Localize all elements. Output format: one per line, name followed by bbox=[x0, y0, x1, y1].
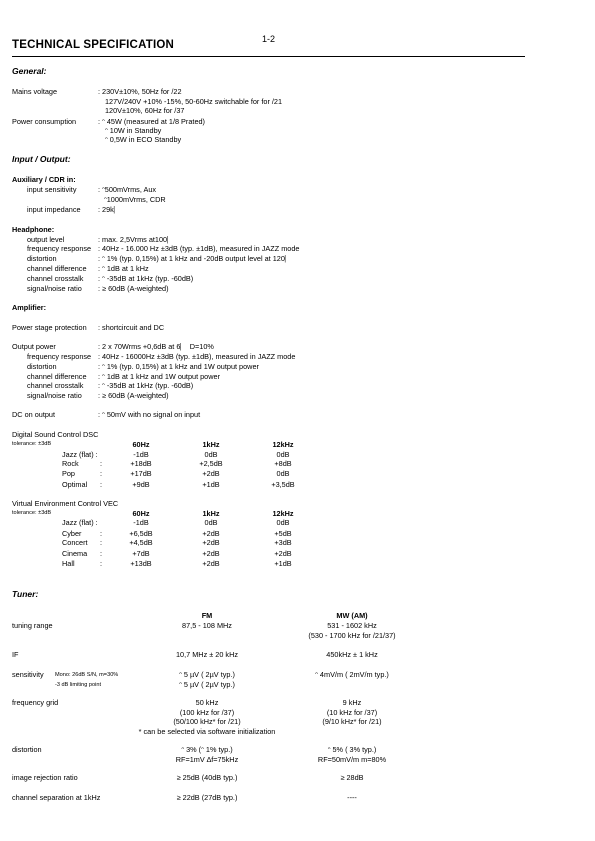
sens-note-1: Mono: 26dB S/N, m=30% bbox=[55, 672, 119, 678]
fm-header: FM bbox=[201, 611, 213, 620]
grid-label: frequency grid bbox=[12, 698, 59, 707]
protection-label: Power stage protection bbox=[12, 323, 87, 332]
hp-label-3: channel difference bbox=[27, 264, 87, 273]
if-fm: 10,7 MHz ± 20 kHz bbox=[176, 650, 238, 659]
vec-col-0: 60Hz bbox=[132, 509, 150, 518]
if-label: IF bbox=[12, 650, 19, 659]
dsc-cell: +9dB bbox=[132, 480, 150, 489]
amp-label-0: frequency response bbox=[27, 352, 92, 361]
vec-cell: +5dB bbox=[274, 529, 292, 538]
aux-label-0: input sensitivity bbox=[27, 185, 77, 194]
image-label: image rejection ratio bbox=[12, 773, 78, 782]
dsc-row-colon: : bbox=[100, 469, 103, 478]
vec-row-colon: : bbox=[100, 529, 103, 538]
aux-label-2: input impedance bbox=[27, 205, 81, 214]
page-number: 1-2 bbox=[262, 34, 276, 44]
grid-fm-1: (100 kHz for /37) bbox=[179, 708, 235, 717]
amp-label-2: channel difference bbox=[27, 372, 87, 381]
image-fm: ≥ 25dB (40dB typ.) bbox=[176, 773, 238, 782]
dist-fm-1: RF=1mV ∆f=75kHz bbox=[175, 755, 239, 764]
vec-row-name-3: Cinema bbox=[62, 549, 88, 558]
aux-heading: Auxiliary / CDR in: bbox=[12, 175, 76, 184]
vec-cell: 0dB bbox=[204, 518, 218, 527]
dsc-cell: +2,5dB bbox=[199, 459, 223, 468]
dsc-tolerance: tolerance: ±3dB bbox=[12, 441, 52, 447]
dist-fm-0: ᵔ 3% (ᵔ 1% typ.) bbox=[181, 745, 233, 754]
amp-value-2: : ᵔ 1dB at 1 kHz and 1W output power bbox=[98, 372, 221, 381]
hp-label-2: distortion bbox=[27, 254, 57, 263]
vec-cell: 0dB bbox=[276, 518, 290, 527]
mains-line-1: 127V/240V +10% -15%, 50-60Hz switchable for for /21 bbox=[105, 97, 283, 106]
mains-line-2: 120V±10%, 60Hz for /37 bbox=[105, 106, 185, 115]
dsc-cell: 0dB bbox=[276, 450, 290, 459]
vec-cell: +2dB bbox=[274, 549, 292, 558]
dsc-col-0: 60Hz bbox=[132, 440, 150, 449]
power-line-1: ᵔ 10W in Standby bbox=[105, 126, 162, 135]
vec-row-name-2: Concert bbox=[62, 538, 88, 547]
aux-value-0: : ᵔ500mVrms, Aux bbox=[98, 185, 157, 194]
sens-fm-1: ᵔ 5 µV ( 2µV typ.) bbox=[179, 680, 235, 689]
dsc-row-name-0: Jazz (flat) : bbox=[62, 450, 98, 459]
vec-row-colon: : bbox=[100, 538, 103, 547]
dsc-col-2: 12kHz bbox=[272, 440, 294, 449]
amp-label-3: channel crosstalk bbox=[27, 381, 84, 390]
grid-mw-1: (10 kHz for /37) bbox=[326, 708, 378, 717]
output-value: : 2 x 70Wrms +0,6dB at 6⎸ D=10% bbox=[98, 342, 214, 351]
vec-row-name-4: Hall bbox=[62, 559, 75, 568]
dist-mw-1: RF=50mV/m m=80% bbox=[317, 755, 387, 764]
vec-col-1: 1kHz bbox=[202, 509, 220, 518]
dsc-col-1: 1kHz bbox=[202, 440, 220, 449]
power-label: Power consumption bbox=[12, 117, 77, 126]
dsc-cell: +8dB bbox=[274, 459, 292, 468]
amp-value-1: : ᵔ 1% (typ. 0,15%) at 1 kHz and 1W output power bbox=[98, 362, 259, 371]
output-label: Output power bbox=[12, 342, 56, 351]
if-mw: 450kHz ± 1 kHz bbox=[326, 650, 378, 659]
vec-row-colon: : bbox=[100, 549, 103, 558]
vec-cell: +1dB bbox=[274, 559, 292, 568]
dist-label: distortion bbox=[12, 745, 42, 754]
tuning-mw-1: (530 - 1700 kHz for /21/37) bbox=[308, 631, 396, 640]
hp-value-5: : ≥ 60dB (A-weighted) bbox=[98, 284, 169, 293]
dsc-cell: +3,5dB bbox=[271, 480, 295, 489]
amp-heading: Amplifier: bbox=[12, 303, 47, 312]
vec-cell: +2dB bbox=[202, 549, 220, 558]
hp-heading: Headphone: bbox=[12, 225, 55, 234]
dsc-cell: 0dB bbox=[204, 450, 218, 459]
dsc-row-name-3: Optimal bbox=[62, 480, 88, 489]
grid-fm-0: 50 kHz bbox=[195, 698, 219, 707]
vec-cell: +4,5dB bbox=[129, 538, 153, 547]
sens-note-2: -3 dB limiting point bbox=[55, 682, 102, 688]
dsc-row-name-1: Rock bbox=[62, 459, 79, 468]
dsc-cell: 0dB bbox=[276, 469, 290, 478]
protection-value: : shortcircuit and DC bbox=[98, 323, 165, 332]
amp-value-4: : ≥ 60dB (A-weighted) bbox=[98, 391, 169, 400]
vec-cell: -1dB bbox=[133, 518, 149, 527]
dc-value: : ᵔ 50mV with no signal on input bbox=[98, 410, 201, 419]
hp-value-1: : 40Hz - 16.000 Hz ±3dB (typ. ±1dB), measured in JAZZ mode bbox=[98, 244, 300, 253]
title-rule bbox=[12, 56, 525, 57]
general-heading: General: bbox=[12, 66, 47, 76]
hp-value-4: : ᵔ -35dB at 1kHz (typ. -60dB) bbox=[98, 274, 194, 283]
tuning-mw-0: 531 - 1602 kHz bbox=[327, 621, 377, 630]
dsc-row-colon: : bbox=[100, 480, 103, 489]
io-heading: Input / Output: bbox=[12, 154, 71, 164]
vec-row-name-0: Jazz (flat) : bbox=[62, 518, 98, 527]
tuning-fm: 87,5 - 108 MHz bbox=[182, 621, 232, 630]
power-line-2: ᵔ 0,5W in ECO Standby bbox=[105, 135, 182, 144]
tuning-label: tuning range bbox=[12, 621, 53, 630]
vec-row-name-1: Cyber bbox=[62, 529, 82, 538]
sep-fm: ≥ 22dB (27dB typ.) bbox=[176, 793, 238, 802]
grid-fm-2: (50/100 kHz* for /21) bbox=[173, 717, 241, 726]
aux-value-2: : 29k⎸ bbox=[98, 205, 122, 214]
hp-label-0: output level bbox=[27, 235, 65, 244]
grid-mw-2: (9/10 kHz* for /21) bbox=[322, 717, 382, 726]
power-line-0: : ᵔ 45W (measured at 1/8 Prated) bbox=[98, 117, 205, 126]
amp-label-1: distortion bbox=[27, 362, 57, 371]
vec-cell: +13dB bbox=[130, 559, 152, 568]
hp-value-0: : max. 2,5Vrms at100⎸ bbox=[98, 235, 175, 244]
dsc-cell: +1dB bbox=[202, 480, 220, 489]
dsc-cell: -1dB bbox=[133, 450, 149, 459]
vec-tolerance: tolerance: ±3dB bbox=[12, 510, 52, 516]
grid-note: * can be selected via software initialization bbox=[138, 727, 276, 736]
hp-label-1: frequency response bbox=[27, 244, 92, 253]
mains-label: Mains voltage bbox=[12, 87, 58, 96]
dist-mw-0: ᵔ 5% ( 3% typ.) bbox=[327, 745, 377, 754]
aux-value-1: ᵔ1000mVrms, CDR bbox=[104, 195, 166, 204]
vec-col-2: 12kHz bbox=[272, 509, 294, 518]
vec-cell: +2dB bbox=[202, 538, 220, 547]
mw-header: MW (AM) bbox=[336, 611, 368, 620]
dsc-row-colon: : bbox=[100, 459, 103, 468]
sep-mw: ---- bbox=[347, 793, 357, 802]
vec-cell: +2dB bbox=[202, 529, 220, 538]
sens-fm-0: ᵔ 5 µV ( 2µV typ.) bbox=[179, 670, 235, 679]
hp-value-3: : ᵔ 1dB at 1 kHz bbox=[98, 264, 149, 273]
sens-label: sensitivity bbox=[12, 670, 44, 679]
page-title: TECHNICAL SPECIFICATION bbox=[12, 39, 174, 51]
dsc-row-name-2: Pop bbox=[62, 469, 75, 478]
amp-value-3: : ᵔ -35dB at 1kHz (typ. -60dB) bbox=[98, 381, 194, 390]
amp-value-0: : 40Hz - 16000Hz ±3dB (typ. ±1dB), measured in JAZZ mode bbox=[98, 352, 296, 361]
dsc-cell: +2dB bbox=[202, 469, 220, 478]
sens-mw: ᵔ 4mV/m ( 2mV/m typ.) bbox=[315, 670, 389, 679]
dc-label: DC on output bbox=[12, 410, 55, 419]
tuner-heading: Tuner: bbox=[12, 589, 39, 599]
dsc-title: Digital Sound Control DSC bbox=[12, 430, 99, 439]
sep-label: channel separation at 1kHz bbox=[12, 793, 101, 802]
dsc-cell: +17dB bbox=[130, 469, 152, 478]
vec-cell: +7dB bbox=[132, 549, 150, 558]
dsc-cell: +18dB bbox=[130, 459, 152, 468]
vec-row-colon: : bbox=[100, 559, 103, 568]
vec-title: Virtual Environment Control VEC bbox=[12, 499, 119, 508]
hp-value-2: : ᵔ 1% (typ. 0,15%) at 1 kHz and -20dB output level at 120⎸ bbox=[98, 254, 293, 263]
vec-cell: +2dB bbox=[202, 559, 220, 568]
hp-label-5: signal/noise ratio bbox=[27, 284, 82, 293]
mains-line-0: : 230V±10%, 50Hz for /22 bbox=[98, 87, 182, 96]
hp-label-4: channel crosstalk bbox=[27, 274, 84, 283]
vec-cell: +3dB bbox=[274, 538, 292, 547]
image-mw: ≥ 28dB bbox=[340, 773, 364, 782]
grid-mw-0: 9 kHz bbox=[342, 698, 362, 707]
amp-label-4: signal/noise ratio bbox=[27, 391, 82, 400]
vec-cell: +6,5dB bbox=[129, 529, 153, 538]
